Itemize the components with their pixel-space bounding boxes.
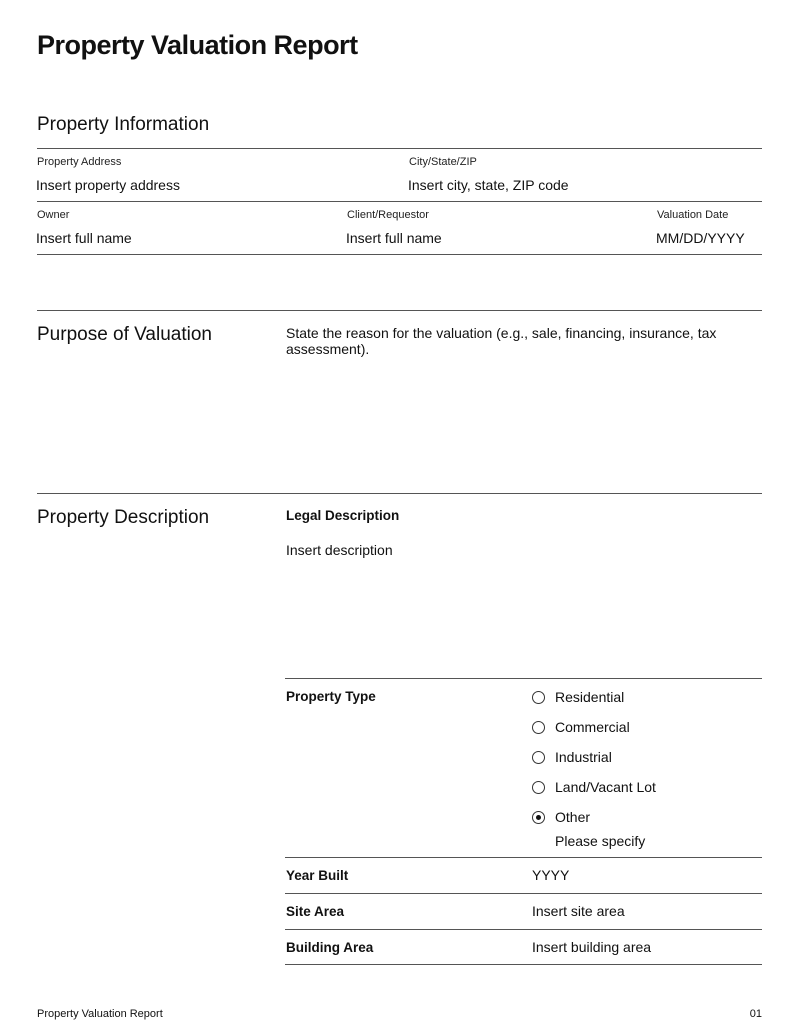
- building-area-label: Building Area: [286, 940, 374, 955]
- year-built-label: Year Built: [286, 868, 349, 883]
- purpose-text-field[interactable]: State the reason for the valuation (e.g., sale, financing, insurance, tax assessment).: [286, 325, 717, 357]
- owner-label: Owner: [37, 209, 70, 221]
- valuation-date-label: Valuation Date: [657, 209, 729, 221]
- radio-label: Land/Vacant Lot: [555, 779, 656, 795]
- divider: [285, 678, 762, 679]
- purpose-heading: Purpose of Valuation: [37, 324, 212, 345]
- radio-label: Commercial: [555, 719, 630, 735]
- property-address-field[interactable]: Insert property address: [36, 177, 180, 193]
- radio-button-selected[interactable]: [532, 811, 545, 824]
- divider: [285, 857, 762, 858]
- divider: [285, 893, 762, 894]
- other-specify-field[interactable]: Please specify: [555, 833, 646, 849]
- property-address-label: Property Address: [37, 156, 122, 168]
- client-requestor-label: Client/Requestor: [347, 209, 429, 221]
- radio-label: Industrial: [555, 749, 612, 765]
- divider: [37, 254, 762, 255]
- page-number: 01: [749, 1008, 762, 1020]
- divider: [285, 929, 762, 930]
- radio-option-other[interactable]: [532, 808, 590, 826]
- owner-field[interactable]: Insert full name: [36, 230, 132, 246]
- divider: [37, 148, 762, 149]
- divider: [285, 964, 762, 965]
- year-built-field[interactable]: YYYY: [532, 867, 570, 883]
- radio-option-industrial[interactable]: [532, 748, 612, 766]
- property-type-label: Property Type: [286, 689, 376, 704]
- radio-option-land[interactable]: [532, 778, 656, 796]
- footer-title: Property Valuation Report: [37, 1008, 163, 1020]
- city-state-zip-label: City/State/ZIP: [409, 156, 477, 168]
- client-requestor-field[interactable]: Insert full name: [346, 230, 442, 246]
- city-state-zip-field[interactable]: Insert city, state, ZIP code: [408, 177, 569, 193]
- radio-button[interactable]: [532, 691, 545, 704]
- radio-option-commercial[interactable]: [532, 718, 630, 736]
- legal-description-field[interactable]: Insert description: [286, 542, 393, 558]
- radio-option-residential[interactable]: [532, 688, 624, 706]
- legal-description-label: Legal Description: [286, 508, 400, 523]
- property-description-heading: Property Description: [37, 507, 210, 528]
- divider: [37, 201, 762, 202]
- site-area-field[interactable]: Insert site area: [532, 903, 625, 919]
- radio-label: Other: [555, 809, 591, 825]
- radio-button[interactable]: [532, 721, 545, 734]
- property-information-heading: Property Information: [37, 114, 210, 135]
- radio-button[interactable]: [532, 751, 545, 764]
- page-title: Property Valuation Report: [37, 30, 358, 60]
- divider: [37, 310, 762, 311]
- valuation-date-field[interactable]: MM/DD/YYYY: [656, 230, 745, 246]
- divider: [37, 493, 762, 494]
- site-area-label: Site Area: [286, 904, 345, 919]
- building-area-field[interactable]: Insert building area: [532, 939, 652, 955]
- radio-button[interactable]: [532, 781, 545, 794]
- radio-label: Residential: [555, 689, 625, 705]
